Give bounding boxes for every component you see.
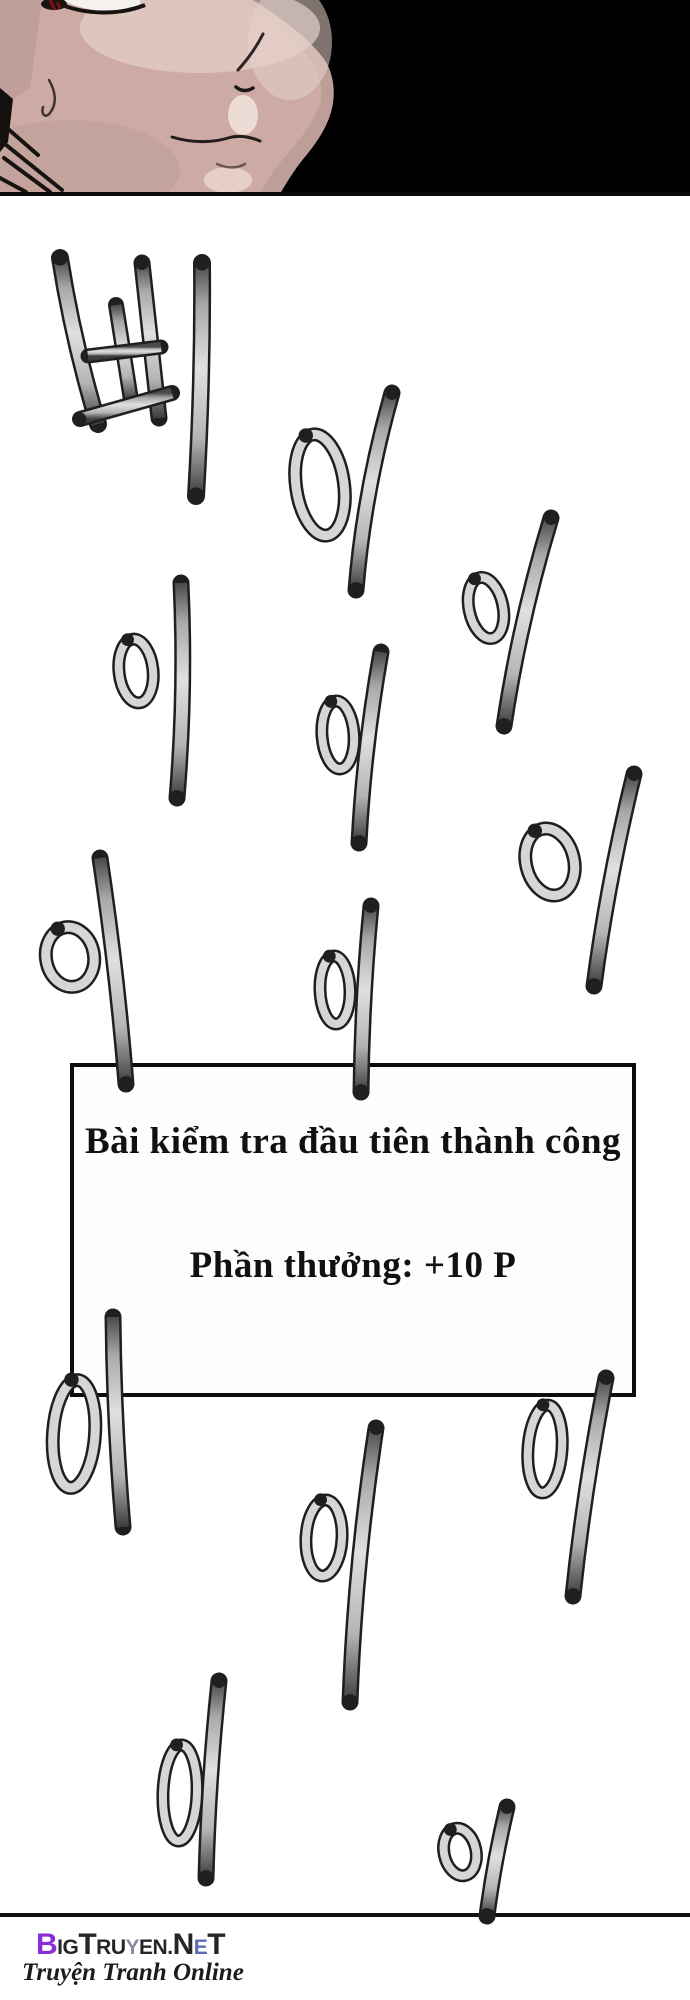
logo-letter: T <box>207 1928 226 1961</box>
logo-letter: IG <box>57 1936 79 1959</box>
sfx-glyph <box>319 899 378 1100</box>
logo-main <box>36 1930 244 1960</box>
logo-letter: B <box>36 1928 58 1961</box>
logo-tagline: Truyện Tranh Online <box>22 1959 244 1986</box>
sfx-glyph <box>161 1674 226 1886</box>
logo-letter: Y <box>125 1936 140 1959</box>
sfx-glyph <box>438 1800 514 1924</box>
sfx-glyph <box>304 1421 383 1710</box>
logo-letter: N <box>172 1928 194 1961</box>
sfx-glyph <box>49 1317 123 1527</box>
reward-box-line1: Bài kiểm tra đầu tiên thành công <box>84 1121 622 1162</box>
logo-letter: RU <box>96 1936 126 1959</box>
sfx-glyph <box>288 386 399 598</box>
logo-letter: EN <box>139 1936 168 1959</box>
sfx-glyph <box>52 250 209 504</box>
sfx-glyph <box>462 511 558 734</box>
logo-letter: T <box>78 1928 97 1961</box>
logo-letter: E <box>193 1936 208 1959</box>
sfx-glyph <box>525 1371 613 1604</box>
site-watermark <box>22 1930 244 1985</box>
sfx-glyph <box>319 652 381 851</box>
sfx-glyph <box>517 767 641 994</box>
sfx-glyph <box>115 583 185 806</box>
sfx-glyph <box>40 858 134 1092</box>
reward-box-line2: Phần thưởng: +10 P <box>189 1245 517 1287</box>
logo-letter: . <box>167 1936 173 1959</box>
